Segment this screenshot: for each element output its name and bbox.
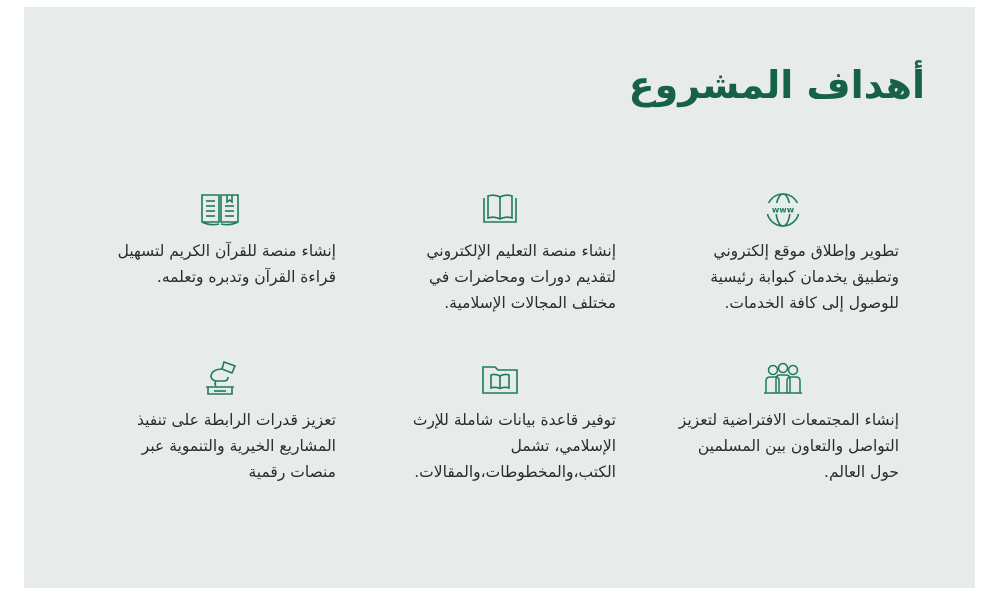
goal-quran-platform-text: إنشاء منصة للقرآن الكريم لتسهيل قراءة القرآن وتدبره وتعلمه. — [117, 242, 336, 286]
goal-website-app — [667, 188, 899, 316]
page-title: أهداف المشروع — [628, 63, 925, 107]
open-book-icon — [384, 188, 616, 232]
goal-heritage-database-text: توفير قاعدة بيانات شاملة للإرث الإسلامي، تشمل الكتب،والمخطوطات،والمقالات. — [412, 411, 616, 481]
book-folder-icon — [384, 357, 616, 401]
goal-quran-platform — [104, 188, 336, 290]
goal-elearning — [384, 188, 616, 316]
goal-charity-projects — [104, 357, 336, 485]
slide-canvas — [24, 7, 975, 588]
goal-charity-projects-text: تعزيز قدرات الرابطة على تنفيذ المشاريع الخيرية والتنموية عبر منصات رقمية — [136, 411, 336, 481]
svg-text:www: www — [771, 205, 795, 215]
goal-virtual-communities-text: إنشاء المجتمعات الافتراضية لتعزيز التواصل والتعاون بين المسلمين حول العالم. — [678, 411, 899, 481]
donation-hand-icon — [104, 357, 336, 401]
community-people-icon — [667, 357, 899, 401]
goal-website-app-text: تطوير وإطلاق موقع إلكتروني وتطبيق يخدمان كبوابة رئيسية للوصول إلى كافة الخدمات. — [710, 242, 899, 312]
goal-virtual-communities — [667, 357, 899, 485]
goal-elearning-text: إنشاء منصة التعليم الإلكتروني لتقديم دورات ومحاضرات في مختلف المجالات الإسلامية. — [426, 242, 616, 312]
quran-book-icon — [104, 188, 336, 232]
www-globe-icon — [667, 188, 899, 232]
goal-heritage-database — [384, 357, 616, 485]
